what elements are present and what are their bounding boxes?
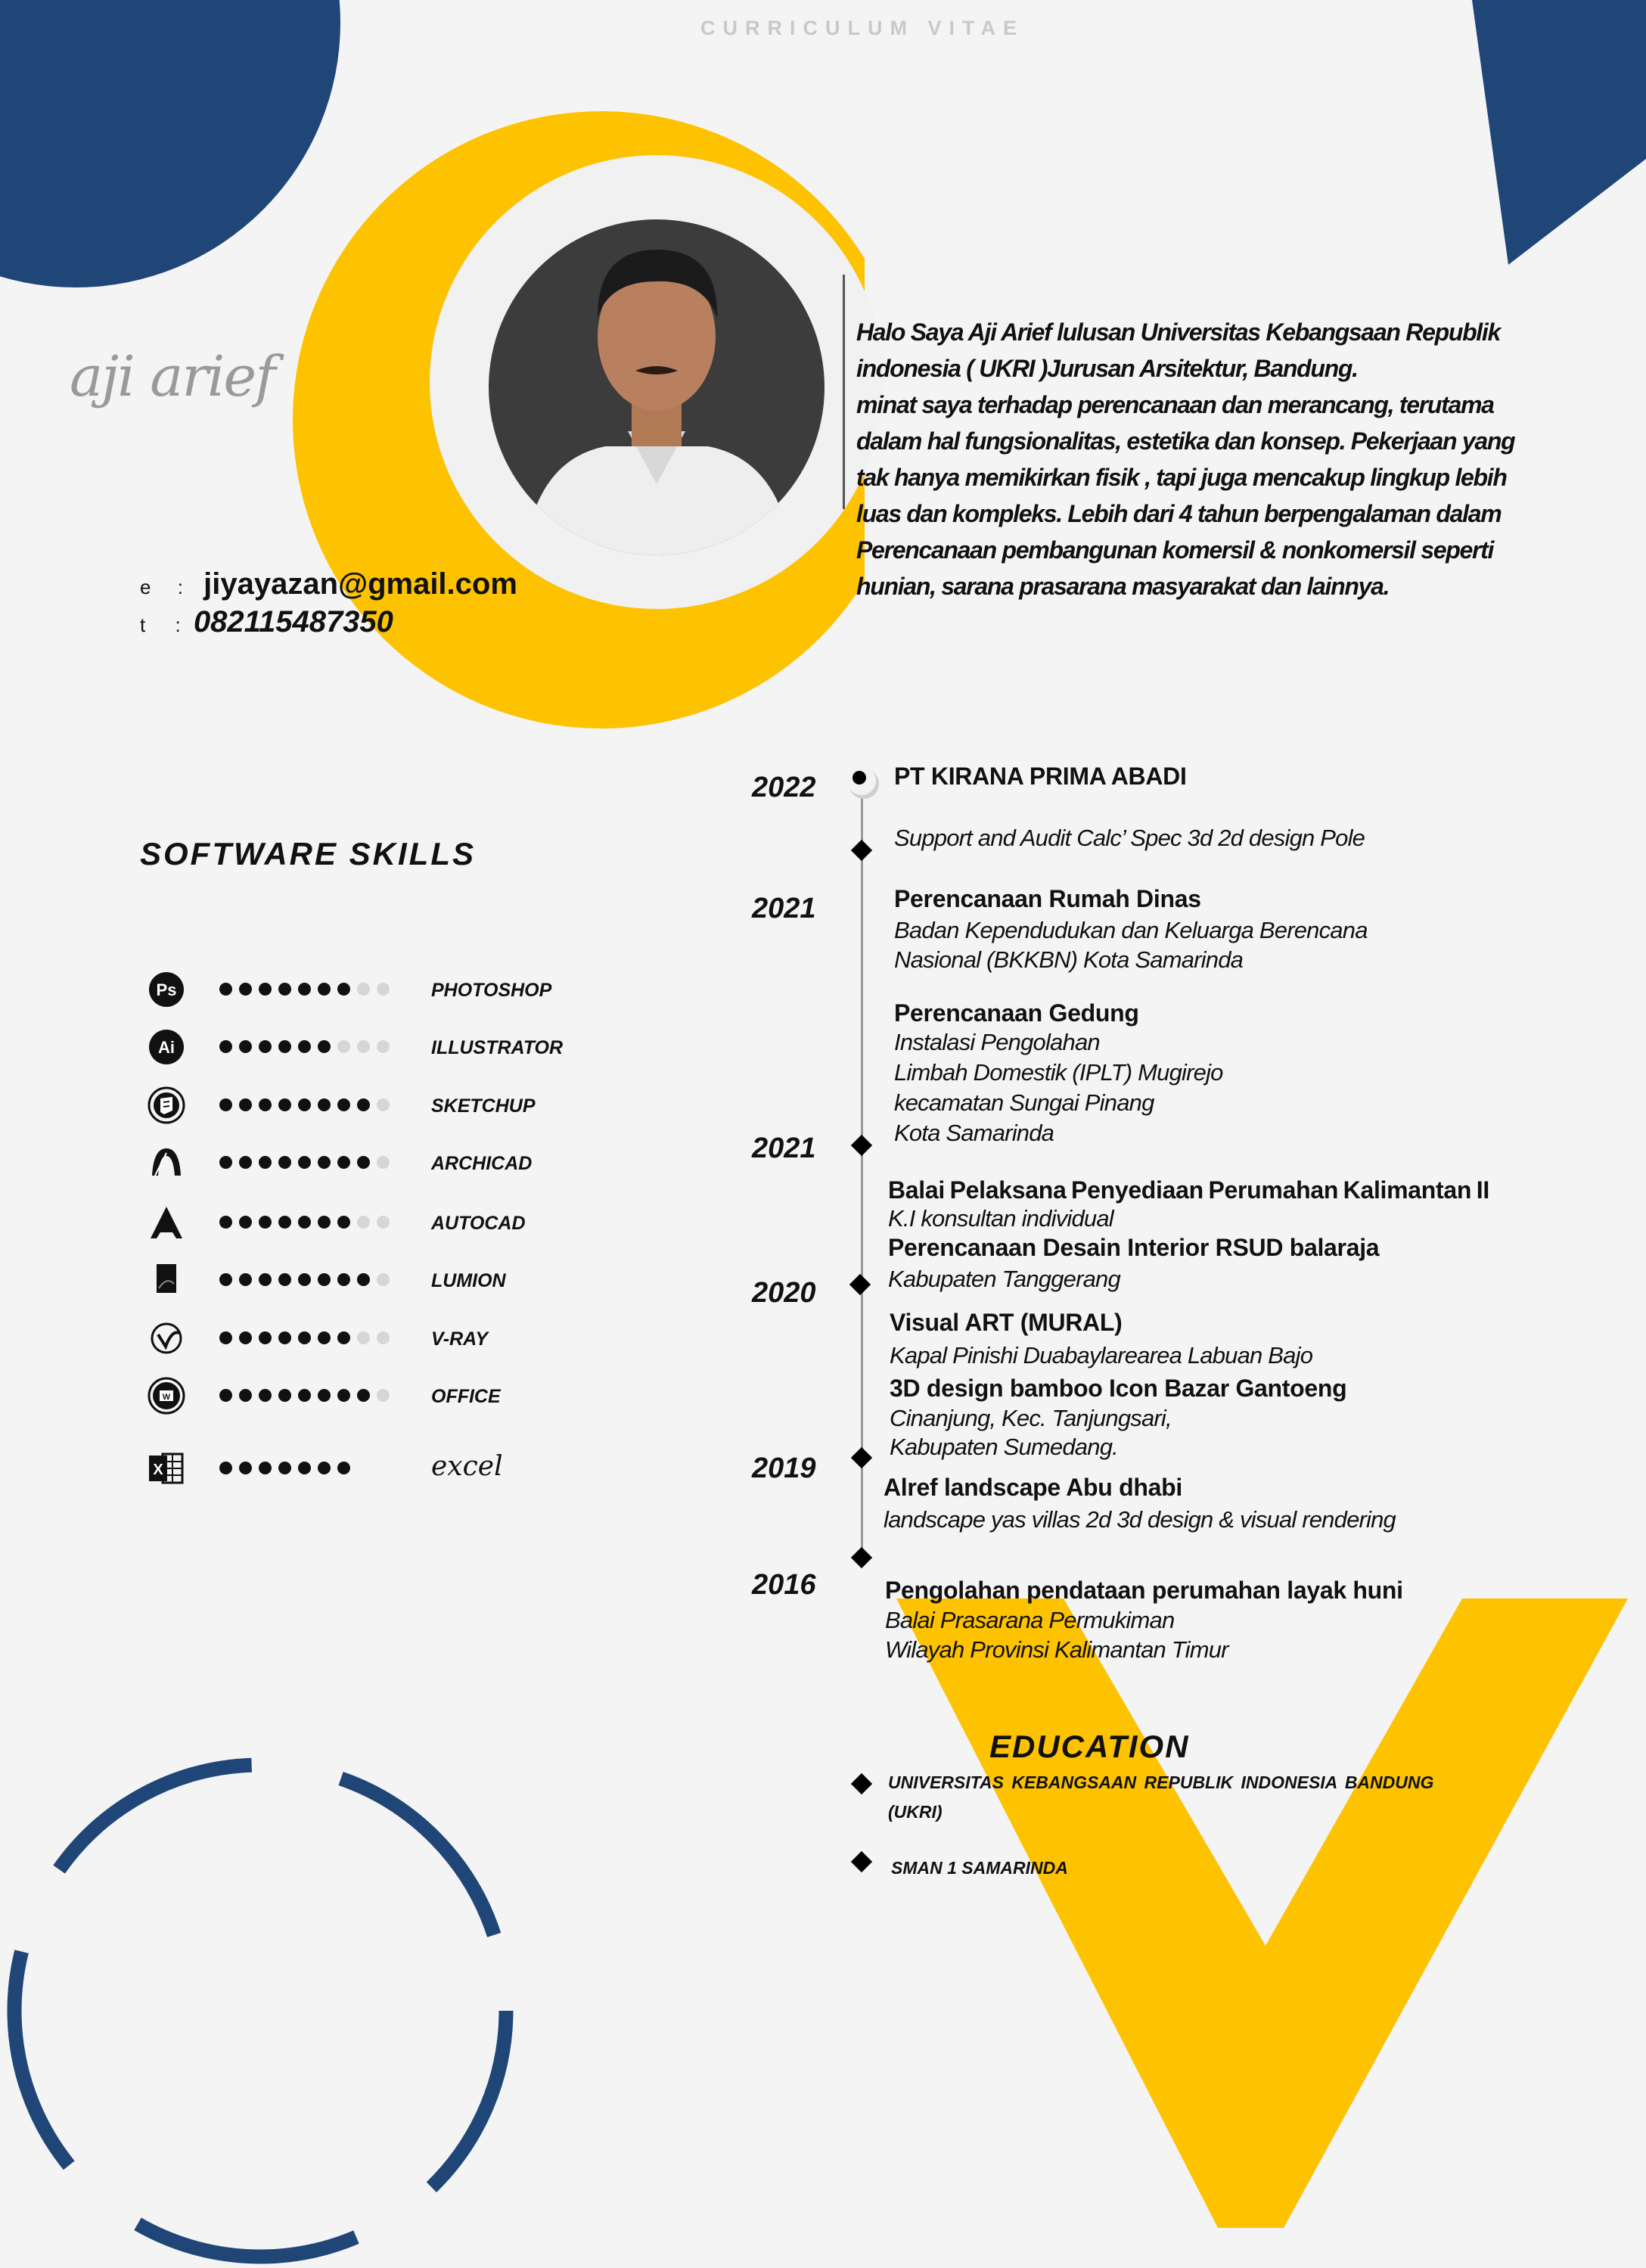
bio-line: dalam hal fungsionalitas, estetika dan konsep. Pekerjaan yang bbox=[856, 427, 1515, 455]
rating-dot-filled bbox=[278, 1389, 291, 1402]
bio-line: tak hanya memikirkan fisik , tapi juga mencakup lingkup lebih bbox=[856, 464, 1507, 491]
experience-title: Perencanaan Gedung bbox=[894, 999, 1139, 1027]
bio-divider bbox=[843, 275, 845, 509]
experience-detail: Instalasi Pengolahan bbox=[894, 1029, 1100, 1055]
timeline-year: 2021 bbox=[752, 1132, 816, 1164]
sketchup-icon bbox=[148, 1086, 185, 1124]
rating-dot-filled bbox=[318, 1156, 331, 1169]
rating-dot-filled bbox=[318, 1389, 331, 1402]
office-icon bbox=[148, 1377, 185, 1415]
education-item: SMAN 1 SAMARINDA bbox=[891, 1858, 1068, 1878]
skill-label: OFFICE bbox=[431, 1386, 501, 1407]
lumion-icon bbox=[148, 1261, 185, 1299]
rating-dot-empty bbox=[337, 1040, 350, 1053]
rating-dot-filled bbox=[298, 1216, 311, 1229]
phone-label: t bbox=[140, 614, 146, 636]
svg-text:Ai: Ai bbox=[158, 1038, 175, 1057]
navy-circle-top-left bbox=[0, 0, 340, 287]
rating-dot-filled bbox=[239, 1389, 252, 1402]
rating-dot-filled bbox=[298, 1462, 311, 1474]
experience-detail: kecamatan Sungai Pinang bbox=[894, 1089, 1154, 1116]
skill-label: ILLUSTRATOR bbox=[431, 1037, 564, 1058]
rating-dot-filled bbox=[318, 1098, 331, 1111]
excel-icon bbox=[148, 1449, 185, 1487]
rating-dot-filled bbox=[318, 1462, 331, 1474]
rating-dot-empty bbox=[357, 1331, 370, 1344]
rating-dot-empty bbox=[357, 1216, 370, 1229]
rating-dot-filled bbox=[318, 1331, 331, 1344]
rating-dot-filled bbox=[219, 1216, 232, 1229]
rating-dot-filled bbox=[259, 1216, 272, 1229]
rating-dot-empty bbox=[377, 1098, 390, 1111]
navy-dashed-circle bbox=[14, 1765, 506, 2257]
experience-detail: Limbah Domestik (IPLT) Mugirejo bbox=[894, 1059, 1223, 1086]
rating-dot-filled bbox=[259, 1156, 272, 1169]
bio-line: Perencanaan pembangunan komersil & nonkomersil seperti bbox=[856, 536, 1494, 564]
skill-row bbox=[144, 1204, 598, 1241]
rating-dot-filled bbox=[259, 1098, 272, 1111]
vray-icon bbox=[148, 1319, 185, 1357]
rating-dot-filled bbox=[219, 983, 232, 996]
timeline-year: 2021 bbox=[752, 893, 816, 924]
rating-dot-filled bbox=[259, 983, 272, 996]
timeline-start-circle bbox=[844, 763, 882, 800]
rating-dot-filled bbox=[298, 1098, 311, 1111]
rating-dot-empty bbox=[377, 1389, 390, 1402]
skill-row bbox=[144, 1144, 598, 1182]
rating-dot-filled bbox=[337, 1389, 350, 1402]
rating-dot-empty bbox=[357, 983, 370, 996]
experience-detail: landscape yas villas 2d 3d design & visual rendering bbox=[884, 1506, 1396, 1533]
rating-dot-empty bbox=[377, 983, 390, 996]
archicad-icon bbox=[148, 1144, 185, 1182]
separator: : bbox=[177, 576, 183, 598]
svg-text:W: W bbox=[162, 1393, 171, 1402]
experience-title: Perencanaan Desain Interior RSUD balaraja bbox=[888, 1234, 1380, 1261]
skill-row bbox=[144, 1028, 598, 1066]
rating-dot-filled bbox=[298, 1040, 311, 1053]
rating-dot-filled bbox=[298, 1389, 311, 1402]
rating-dot-filled bbox=[278, 1098, 291, 1111]
rating-dot-filled bbox=[357, 1389, 370, 1402]
rating-dot-filled bbox=[337, 1331, 350, 1344]
skill-row bbox=[144, 1319, 598, 1357]
experience-detail: Kota Samarinda bbox=[894, 1120, 1054, 1146]
rating-dot-filled bbox=[239, 1273, 252, 1286]
skill-label: V-RAY bbox=[431, 1328, 488, 1350]
rating-dot-filled bbox=[318, 1273, 331, 1286]
email-value[interactable]: jiyayazan@gmail.com bbox=[203, 567, 517, 601]
bio-line: Halo Saya Aji Arief lulusan Universitas Kebangsaan Republik bbox=[856, 318, 1500, 346]
experience-detail: Balai Prasarana Permukiman bbox=[885, 1607, 1175, 1633]
rating-dot-empty bbox=[377, 1273, 390, 1286]
rating-dot-filled bbox=[278, 983, 291, 996]
document-title: CURRICULUM VITAE bbox=[700, 17, 1024, 39]
experience-detail: Badan Kependudukan dan Keluarga Berencana bbox=[894, 917, 1368, 943]
rating-dot-filled bbox=[337, 983, 350, 996]
rating-dot-filled bbox=[219, 1273, 232, 1286]
rating-dot-filled bbox=[259, 1462, 272, 1474]
phone-value[interactable]: 082115487350 bbox=[193, 605, 393, 638]
bio-line: luas dan kompleks. Lebih dari 4 tahun berpengalaman dalam bbox=[856, 500, 1502, 527]
timeline-year: 2022 bbox=[752, 772, 816, 803]
rating-dot-filled bbox=[219, 1462, 232, 1474]
rating-dot-filled bbox=[219, 1331, 232, 1344]
rating-dot-empty bbox=[377, 1040, 390, 1053]
rating-dot-empty bbox=[377, 1331, 390, 1344]
rating-dot-filled bbox=[357, 1273, 370, 1286]
svg-text:X: X bbox=[153, 1462, 163, 1478]
skill-label: ARCHICAD bbox=[431, 1153, 533, 1174]
rating-dot-filled bbox=[239, 1156, 252, 1169]
skill-label: SKETCHUP bbox=[431, 1095, 536, 1117]
rating-dot-filled bbox=[318, 1040, 331, 1053]
signature: aji arief bbox=[70, 344, 275, 409]
experience-title: 3D design bamboo Icon Bazar Gantoeng bbox=[890, 1375, 1347, 1402]
rating-dot-filled bbox=[219, 1040, 232, 1053]
experience-detail: Cinanjung, Kec. Tanjungsari, bbox=[890, 1405, 1172, 1431]
education-heading: EDUCATION bbox=[989, 1729, 1190, 1764]
experience-detail: Wilayah Provinsi Kalimantan Timur bbox=[885, 1636, 1228, 1663]
experience-title: Balai Pelaksana Penyediaan Perumahan Kalimantan II bbox=[888, 1176, 1489, 1204]
rating-dot-filled bbox=[298, 983, 311, 996]
email-label: e bbox=[140, 576, 151, 598]
education-item: UNIVERSITAS KEBANGSAAN REPUBLIK INDONESIA BANDUNG bbox=[888, 1772, 1434, 1792]
rating-dot-filled bbox=[337, 1462, 350, 1474]
contact-phone bbox=[140, 605, 393, 639]
rating-dot-filled bbox=[219, 1098, 232, 1111]
bio-line: minat saya terhadap perencanaan dan merancang, terutama bbox=[856, 391, 1494, 418]
rating-dot-filled bbox=[278, 1156, 291, 1169]
skill-label: PHOTOSHOP bbox=[431, 980, 552, 1001]
rating-dot-filled bbox=[337, 1273, 350, 1286]
rating-dot-filled bbox=[219, 1156, 232, 1169]
rating-dot-filled bbox=[298, 1156, 311, 1169]
timeline-year: 2020 bbox=[752, 1277, 816, 1309]
rating-dot-filled bbox=[298, 1331, 311, 1344]
skill-row bbox=[144, 1086, 598, 1124]
rating-dot-filled bbox=[278, 1273, 291, 1286]
experience-title: Perencanaan Rumah Dinas bbox=[894, 885, 1201, 912]
skill-row bbox=[144, 971, 598, 1008]
svg-text:Ps: Ps bbox=[156, 980, 177, 999]
rating-dot-filled bbox=[318, 1216, 331, 1229]
rating-dot-filled bbox=[278, 1216, 291, 1229]
rating-dot-empty bbox=[377, 1156, 390, 1169]
experience-detail: Kabupaten Tanggerang bbox=[888, 1266, 1120, 1292]
skill-row bbox=[144, 1449, 598, 1487]
rating-dot-filled bbox=[278, 1040, 291, 1053]
skill-row bbox=[144, 1377, 598, 1415]
experience-detail: Nasional (BKKBN) Kota Samarinda bbox=[894, 946, 1244, 973]
experience-title: Alref landscape Abu dhabi bbox=[884, 1474, 1182, 1501]
experience-detail: Kabupaten Sumedang. bbox=[890, 1434, 1118, 1460]
rating-dot-filled bbox=[318, 983, 331, 996]
rating-dot-filled bbox=[337, 1216, 350, 1229]
experience-title: PT KIRANA PRIMA ABADI bbox=[894, 763, 1187, 790]
bio-line: hunian, sarana prasarana masyarakat dan lainnya. bbox=[856, 573, 1390, 600]
rating-dot-filled bbox=[259, 1331, 272, 1344]
separator: : bbox=[175, 614, 181, 636]
rating-dot-filled bbox=[337, 1098, 350, 1111]
rating-dot-empty bbox=[357, 1040, 370, 1053]
education-item: (UKRI) bbox=[888, 1802, 943, 1822]
rating-dot-filled bbox=[259, 1273, 272, 1286]
rating-dot-filled bbox=[259, 1040, 272, 1053]
experience-detail: Kapal Pinishi Duabaylarearea Labuan Bajo bbox=[890, 1342, 1313, 1369]
rating-dot-filled bbox=[239, 1216, 252, 1229]
rating-dot-filled bbox=[357, 1156, 370, 1169]
rating-dot-filled bbox=[357, 1098, 370, 1111]
timeline-year: 2019 bbox=[752, 1452, 816, 1484]
skill-row bbox=[144, 1261, 598, 1299]
rating-dot-filled bbox=[278, 1331, 291, 1344]
rating-dot-filled bbox=[239, 1331, 252, 1344]
contact-email bbox=[140, 567, 517, 601]
rating-dot-filled bbox=[239, 1040, 252, 1053]
bio-line: indonesia ( UKRI )Jurusan Arsitektur, Bandung. bbox=[856, 355, 1358, 382]
rating-dot-filled bbox=[219, 1389, 232, 1402]
rating-dot-filled bbox=[278, 1462, 291, 1474]
autocad-icon bbox=[148, 1204, 185, 1241]
rating-dot-filled bbox=[239, 1098, 252, 1111]
timeline-year: 2016 bbox=[752, 1569, 816, 1601]
rating-dot-filled bbox=[239, 983, 252, 996]
skill-label: LUMION bbox=[431, 1270, 506, 1291]
bio-paragraph bbox=[856, 314, 1613, 604]
rating-dot-filled bbox=[239, 1462, 252, 1474]
rating-dot-filled bbox=[298, 1273, 311, 1286]
rating-dot-empty bbox=[377, 1216, 390, 1229]
rating-dot-filled bbox=[337, 1156, 350, 1169]
yellow-v-shape bbox=[896, 1598, 1628, 2228]
experience-detail: Support and Audit Calc’ Spec 3d 2d design Pole bbox=[894, 825, 1365, 851]
experience-title: Pengolahan pendataan perumahan layak huni bbox=[885, 1577, 1403, 1604]
photoshop-icon bbox=[148, 971, 185, 1008]
experience-detail: K.I konsultan individual bbox=[888, 1205, 1113, 1232]
illustrator-icon bbox=[148, 1028, 185, 1066]
skill-label: excel bbox=[431, 1451, 503, 1482]
experience-title: Visual ART (MURAL) bbox=[890, 1309, 1123, 1336]
skill-label: AUTOCAD bbox=[431, 1213, 526, 1234]
rating-dot-filled bbox=[259, 1389, 272, 1402]
software-skills-heading: SOFTWARE SKILLS bbox=[140, 836, 476, 871]
